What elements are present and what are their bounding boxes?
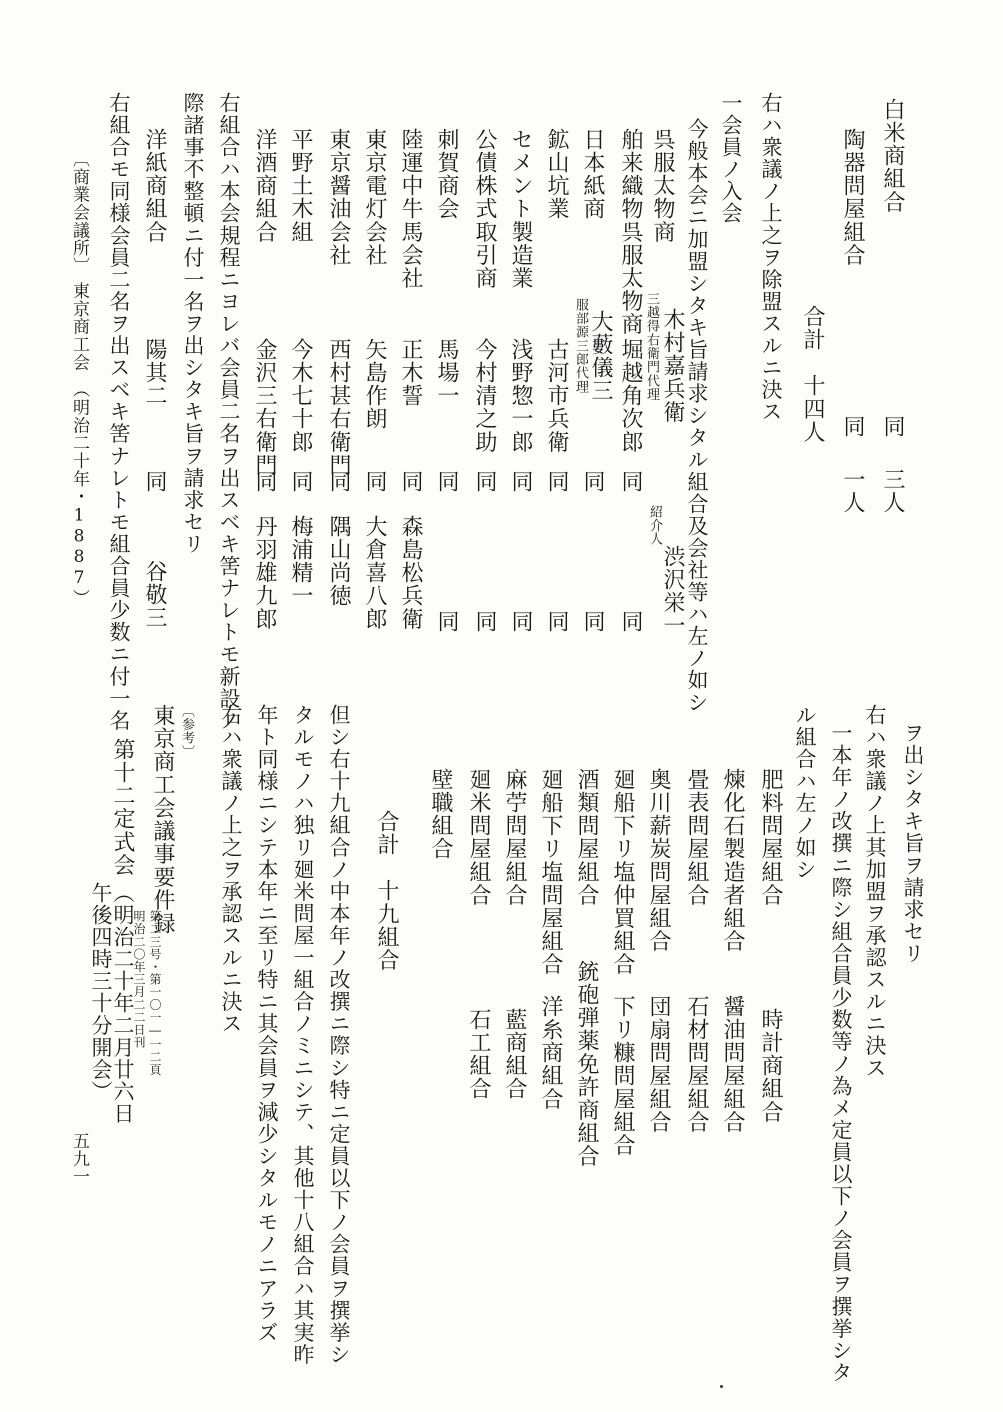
bottom-union-1a: 肥料問屋組合 <box>758 768 783 907</box>
bottom-note-2: タルモノハ独リ廻米問屋一組合ノミニシテ、其他十八組合ハ其実昨 <box>291 704 315 1366</box>
top-entry-5-intro: 同 <box>508 470 533 494</box>
top-entry-8-name: 陸運中牛馬会社 <box>398 128 423 290</box>
page-number: 五九一 <box>69 1132 89 1186</box>
top-entry-10-name: 東京醤油会社 <box>326 128 351 267</box>
top-intro: 今般本会ニ加盟シタキ旨請求シタル組合及会社等ハ左ノ如シ <box>685 118 709 714</box>
top-entry-7-rep: 馬場一 <box>434 338 459 408</box>
top-entry-6-intro: 同 <box>472 470 497 494</box>
bottom-total: 合計 十九組合 <box>374 810 399 972</box>
top-entry-2-rep: 堀越角次郎 <box>618 338 643 454</box>
top-entry-9-name: 東京電灯会社 <box>362 128 387 267</box>
bottom-union-6b: 銃砲弾薬免許商組合 <box>574 960 599 1168</box>
bottom-union-3a: 畳表問屋組合 <box>684 768 709 907</box>
bottom-union-5b: 下リ糠問屋組合 <box>610 995 635 1157</box>
top-entry-12-rep: 金沢三右衛門 <box>252 338 277 477</box>
top-entry-8-intro-b: 森島松兵衛 <box>398 515 423 631</box>
top-entry-2-intro-b: 同 <box>618 610 643 634</box>
top-note-3: 右組合モ同様会員二名ヲ出スベキ筈ナレトモ組合員少数ニ付一名 <box>107 92 131 732</box>
top-entry-7-intro-b: 同 <box>434 610 459 634</box>
top-entry-6-intro-b: 同 <box>472 610 497 634</box>
top-entry-8-intro: 同 <box>398 470 423 494</box>
top-entry-12-intro: 同 <box>252 470 277 494</box>
bottom-union-1b: 時計商組合 <box>758 1008 783 1124</box>
bottom-union-7a: 廻船下リ塩問屋組合 <box>538 768 563 976</box>
top-entry-5-name: セメント製造業 <box>508 128 533 290</box>
top-entry-6-name: 公債株式取引商 <box>472 128 497 290</box>
bottom-union-2a: 煉化石製造者組合 <box>720 768 745 953</box>
top-line-1b: 同 <box>880 415 905 439</box>
top-line-1c: 三人 <box>880 468 905 515</box>
top-entry-2-intro: 同 <box>618 470 643 494</box>
top-entry-5-rep: 浅野惣一郎 <box>508 338 533 454</box>
bottom-union-3b: 石材問屋組合 <box>684 995 709 1134</box>
top-entry-13-name: 洋紙商組合 <box>142 128 167 244</box>
bottom-union-4a: 奥川薪炭問屋組合 <box>646 768 671 953</box>
top-entry-10-intro-b: 隅山尚徳 <box>326 515 351 608</box>
top-entry-3-name: 日本紙商 <box>580 128 605 221</box>
top-entry-13-intro-b: 谷敬三 <box>142 560 167 630</box>
top-line-1a: 白米商組合 <box>880 98 905 214</box>
top-entry-1-introducer-label: 紹介人 <box>647 505 662 546</box>
top-heading-new-members: 一会員ノ入会 <box>719 92 743 225</box>
bottom-union-9b: 石工組合 <box>466 1008 491 1101</box>
bottom-union-10: 壁職組合 <box>428 768 453 861</box>
top-entry-4-rep: 古河市兵衛 <box>544 338 569 454</box>
top-entry-5-intro-b: 同 <box>508 610 533 634</box>
running-header: 東京商工会 （明治二十年・1887） <box>69 282 89 607</box>
top-note-2: 際諸事不整頓ニ付一名ヲ出シタキ旨ヲ請求セリ <box>181 92 205 556</box>
bottom-union-8a: 麻苧問屋組合 <box>502 768 527 907</box>
bottom-heading: 一本年ノ改撰ニ際シ組合員少数等ノ為メ定員以下ノ会員ヲ撰挙シタ <box>829 722 853 1384</box>
bottom-union-7b: 洋糸商組合 <box>538 995 563 1111</box>
top-entry-12-name: 洋酒商組合 <box>252 128 277 244</box>
session-title: 第十二定式会 <box>110 738 135 877</box>
session-time: 午後四時三十分開会） <box>89 882 113 1103</box>
bottom-line-2: 右ハ衆議ノ上其加盟ヲ承認スルニ決ス <box>863 704 887 1079</box>
top-entry-9-intro: 同 <box>362 470 387 494</box>
top-entry-4-intro: 同 <box>544 470 569 494</box>
top-entry-9-rep: 矢島作朗 <box>362 338 387 431</box>
bottom-union-8b: 藍商組合 <box>502 1008 527 1101</box>
top-entry-4-intro-b: 同 <box>544 610 569 634</box>
top-entry-3-rep: 大藪儀三 <box>588 310 613 403</box>
reference-title: 東京商工会議事要件録 <box>150 704 175 935</box>
top-entry-6-rep: 今村清之助 <box>472 338 497 454</box>
top-entry-3-note: 服部源三郎代理 <box>573 298 588 394</box>
top-entry-7-name: 刺賀商会 <box>434 128 459 221</box>
top-entry-1-rep: 木村嘉兵衛 <box>660 308 685 424</box>
top-entry-8-rep: 正木誓 <box>398 338 423 408</box>
top-line-2a: 陶器問屋組合 <box>840 128 865 267</box>
running-header-section: 〔商業会議所〕 <box>69 150 89 275</box>
top-entry-11-rep: 今木七十郎 <box>288 338 313 454</box>
top-entry-13-intro: 同 <box>142 470 167 494</box>
bottom-union-5a: 廻船下リ塩仲買組合 <box>610 768 635 976</box>
bottom-line-1: ヲ出シタキ旨ヲ請求セリ <box>901 722 925 965</box>
top-line-2b: 同 <box>840 415 865 439</box>
top-entry-3-intro-b: 同 <box>580 610 605 634</box>
bottom-note-3: 年ト同様ニシテ本年ニ至リ特ニ其会員ヲ減少シタルモノニアラズ <box>255 704 279 1344</box>
top-note-1: 右組合ハ本会規程ニヨレバ会員二名ヲ出スベキ筈ナレトモ新設ノ <box>217 92 241 732</box>
bottom-union-9a: 廻米問屋組合 <box>466 768 491 907</box>
top-line-2c: 一人 <box>840 468 865 515</box>
top-total: 合計 十四人 <box>800 305 825 444</box>
top-entry-2-name: 舶来織物呉服太物商 <box>618 128 643 336</box>
top-entry-9-intro-b: 大倉喜八郎 <box>362 515 387 631</box>
top-entry-11-name: 平野土木組 <box>288 128 313 244</box>
top-resolution: 右ハ衆議ノ上之ヲ除盟スルニ決ス <box>759 92 783 423</box>
top-entry-13-rep: 陽其二 <box>142 338 167 408</box>
top-entry-11-intro-b: 梅浦精一 <box>288 515 313 608</box>
bottom-union-2b: 醤油問屋組合 <box>720 995 745 1134</box>
top-entry-4-name: 鉱山坑業 <box>544 128 569 221</box>
reference-label: 〔参考〕 <box>179 704 194 759</box>
session-date: （明治二十年二月廿六日 <box>111 882 135 1125</box>
bottom-resolution: 右ハ衆議ノ上之ヲ承認スルニ決ス <box>219 704 243 1035</box>
bottom-note-1: 但シ右十九組合ノ中本年ノ改撰ニ際シ特ニ定員以下ノ会員ヲ撰挙シ <box>327 704 351 1366</box>
top-entry-1-note: 三越得右衛門代理 <box>644 292 659 402</box>
reference-note-1: 第二三号・第一〇一―一二頁 <box>148 910 162 1076</box>
top-entry-10-intro: 同 <box>326 470 351 494</box>
top-entry-1-introducer: 渋沢栄一 <box>660 545 685 638</box>
top-entry-7-intro: 同 <box>434 470 459 494</box>
top-entry-3-intro: 同 <box>580 470 605 494</box>
reference-note-2: 明治二〇年三月二二日刊 <box>132 910 146 1049</box>
bottom-line-4: ル組合ハ左ノ如シ <box>793 704 817 881</box>
top-entry-10-rep: 西村甚右衛門 <box>326 338 351 477</box>
top-entry-1-name: 呉服太物商 <box>650 128 675 244</box>
print-speck <box>720 1385 723 1388</box>
top-entry-12-intro-b: 丹羽雄九郎 <box>252 515 277 631</box>
bottom-union-4b: 団扇問屋組合 <box>646 995 671 1134</box>
top-entry-11-intro: 同 <box>288 470 313 494</box>
bottom-union-6a: 酒類問屋組合 <box>574 768 599 907</box>
